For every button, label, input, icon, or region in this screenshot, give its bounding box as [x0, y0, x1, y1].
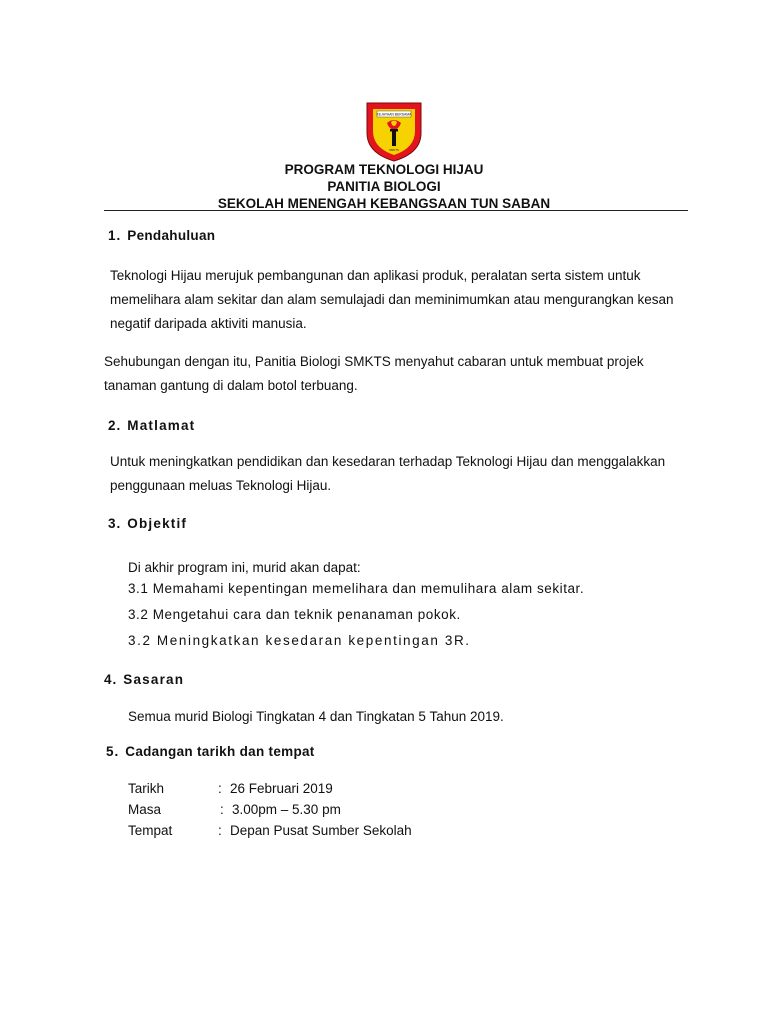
title-line-2: PANITIA BIOLOGI: [327, 179, 441, 194]
header-divider: [104, 210, 688, 211]
schedule-label: Masa: [128, 802, 162, 817]
schedule-value: 26 Februari 2019: [230, 781, 333, 796]
schedule-label: Tempat: [128, 823, 173, 838]
objective-item-3: 3.2 Meningkatkan kesedaran kepentingan 3R.: [128, 633, 471, 648]
schedule-value: Depan Pusat Sumber Sekolah: [230, 823, 412, 838]
section-2-paragraph: Untuk meningkatkan pendidikan dan kesedaran terhadap Teknologi Hijau dan menggalakkan penggunaan meluas Teknologi Hijau.: [110, 454, 666, 493]
section-4-heading: 4. Sasaran: [104, 672, 185, 687]
schedule-row-place: Tempat : Depan Pusat Sumber Sekolah: [128, 823, 412, 838]
objective-intro: Di akhir program ini, murid akan dapat:: [128, 560, 361, 575]
school-crest-logo: [365, 101, 423, 163]
crest-motto: KEJAYAAN BERSAMA: [376, 112, 412, 117]
document-header: [0, 161, 768, 212]
section-1-paragraph-1: Teknologi Hijau merujuk pembangunan dan aplikasi produk, peralatan serta sistem untuk memelihara alam sekitar dan alam semulajadi dan meminimumkan atau mengurangkan kesan negatif daripada aktiviti manusia.: [110, 268, 674, 331]
section-2-heading: 2. Matlamat: [108, 418, 196, 433]
section-3-heading: 3. Objektif: [108, 516, 188, 531]
section-5-heading: 5. Cadangan tarikh dan tempat: [106, 744, 315, 759]
section-1-heading: 1. Pendahuluan: [108, 228, 216, 243]
schedule-label: Tarikh: [128, 781, 165, 796]
svg-text:SMKTS: SMKTS: [389, 148, 399, 152]
title-line-1: PROGRAM TEKNOLOGI HIJAU: [284, 162, 484, 177]
objective-item-2: 3.2 Mengetahui cara dan teknik penanaman pokok.: [128, 607, 461, 622]
section-1-paragraph-2: Sehubungan dengan itu, Panitia Biologi SMKTS menyahut cabaran untuk membuat projek tanaman gantung di dalam botol terbuang.: [104, 354, 644, 393]
objective-item-1: 3.1 Memahami kepentingan memelihara dan memulihara alam sekitar.: [128, 581, 585, 596]
title-line-3: SEKOLAH MENENGAH KEBANGSAAN TUN SABAN: [217, 196, 551, 211]
schedule-row-date: Tarikh : 26 Februari 2019: [128, 781, 333, 796]
schedule-row-time: Masa : 3.00pm – 5.30 pm: [128, 802, 341, 817]
section-4-paragraph: Semua murid Biologi Tingkatan 4 dan Tingkatan 5 Tahun 2019.: [128, 709, 504, 724]
schedule-value: 3.00pm – 5.30 pm: [232, 802, 341, 817]
